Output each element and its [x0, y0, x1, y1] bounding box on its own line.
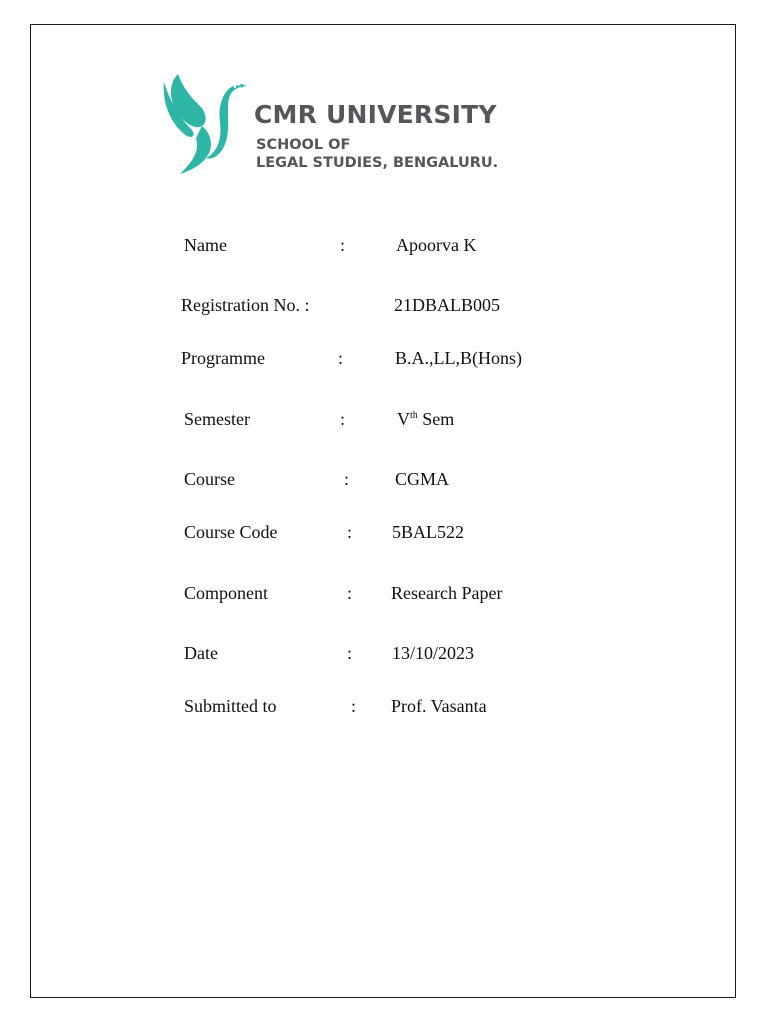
detail-value: Research Paper — [391, 583, 503, 603]
detail-value: B.A.,LL,B(Hons) — [395, 348, 522, 368]
detail-label: Programme — [181, 348, 265, 368]
detail-value-semester — [397, 410, 454, 428]
detail-colon: : — [347, 643, 353, 663]
university-logo — [162, 72, 562, 178]
detail-label: Semester — [184, 409, 250, 429]
detail-colon: : — [340, 235, 346, 255]
detail-colon: : — [338, 348, 344, 368]
detail-label: Course — [184, 469, 235, 489]
detail-value: 5BAL522 — [392, 522, 464, 542]
detail-value: 21DBALB005 — [394, 295, 501, 315]
school-name-line1: SCHOOL OF — [256, 137, 351, 153]
detail-colon: : — [340, 409, 346, 429]
detail-value: CGMA — [395, 469, 450, 489]
detail-label: Registration No. : — [181, 295, 310, 315]
heron-bird-icon — [162, 72, 246, 176]
school-name-line2: LEGAL STUDIES, BENGALURU. — [256, 155, 499, 171]
detail-colon: : — [351, 696, 357, 716]
semester-ordinal: th — [410, 410, 418, 421]
detail-colon: : — [347, 583, 353, 603]
detail-value: Prof. Vasanta — [391, 696, 487, 716]
detail-value: Apoorva K — [396, 235, 477, 255]
detail-value: 13/10/2023 — [392, 643, 475, 663]
detail-label: Name — [184, 235, 227, 255]
semester-number: V — [397, 409, 410, 429]
detail-label: Submitted to — [184, 696, 277, 716]
detail-label: Course Code — [184, 522, 278, 542]
semester-suffix: Sem — [417, 409, 455, 429]
detail-colon: : — [347, 522, 353, 542]
detail-label: Component — [184, 583, 268, 603]
university-name: CMR UNIVERSITY — [254, 100, 497, 129]
detail-label: Date — [184, 643, 218, 663]
detail-colon: : — [344, 469, 350, 489]
